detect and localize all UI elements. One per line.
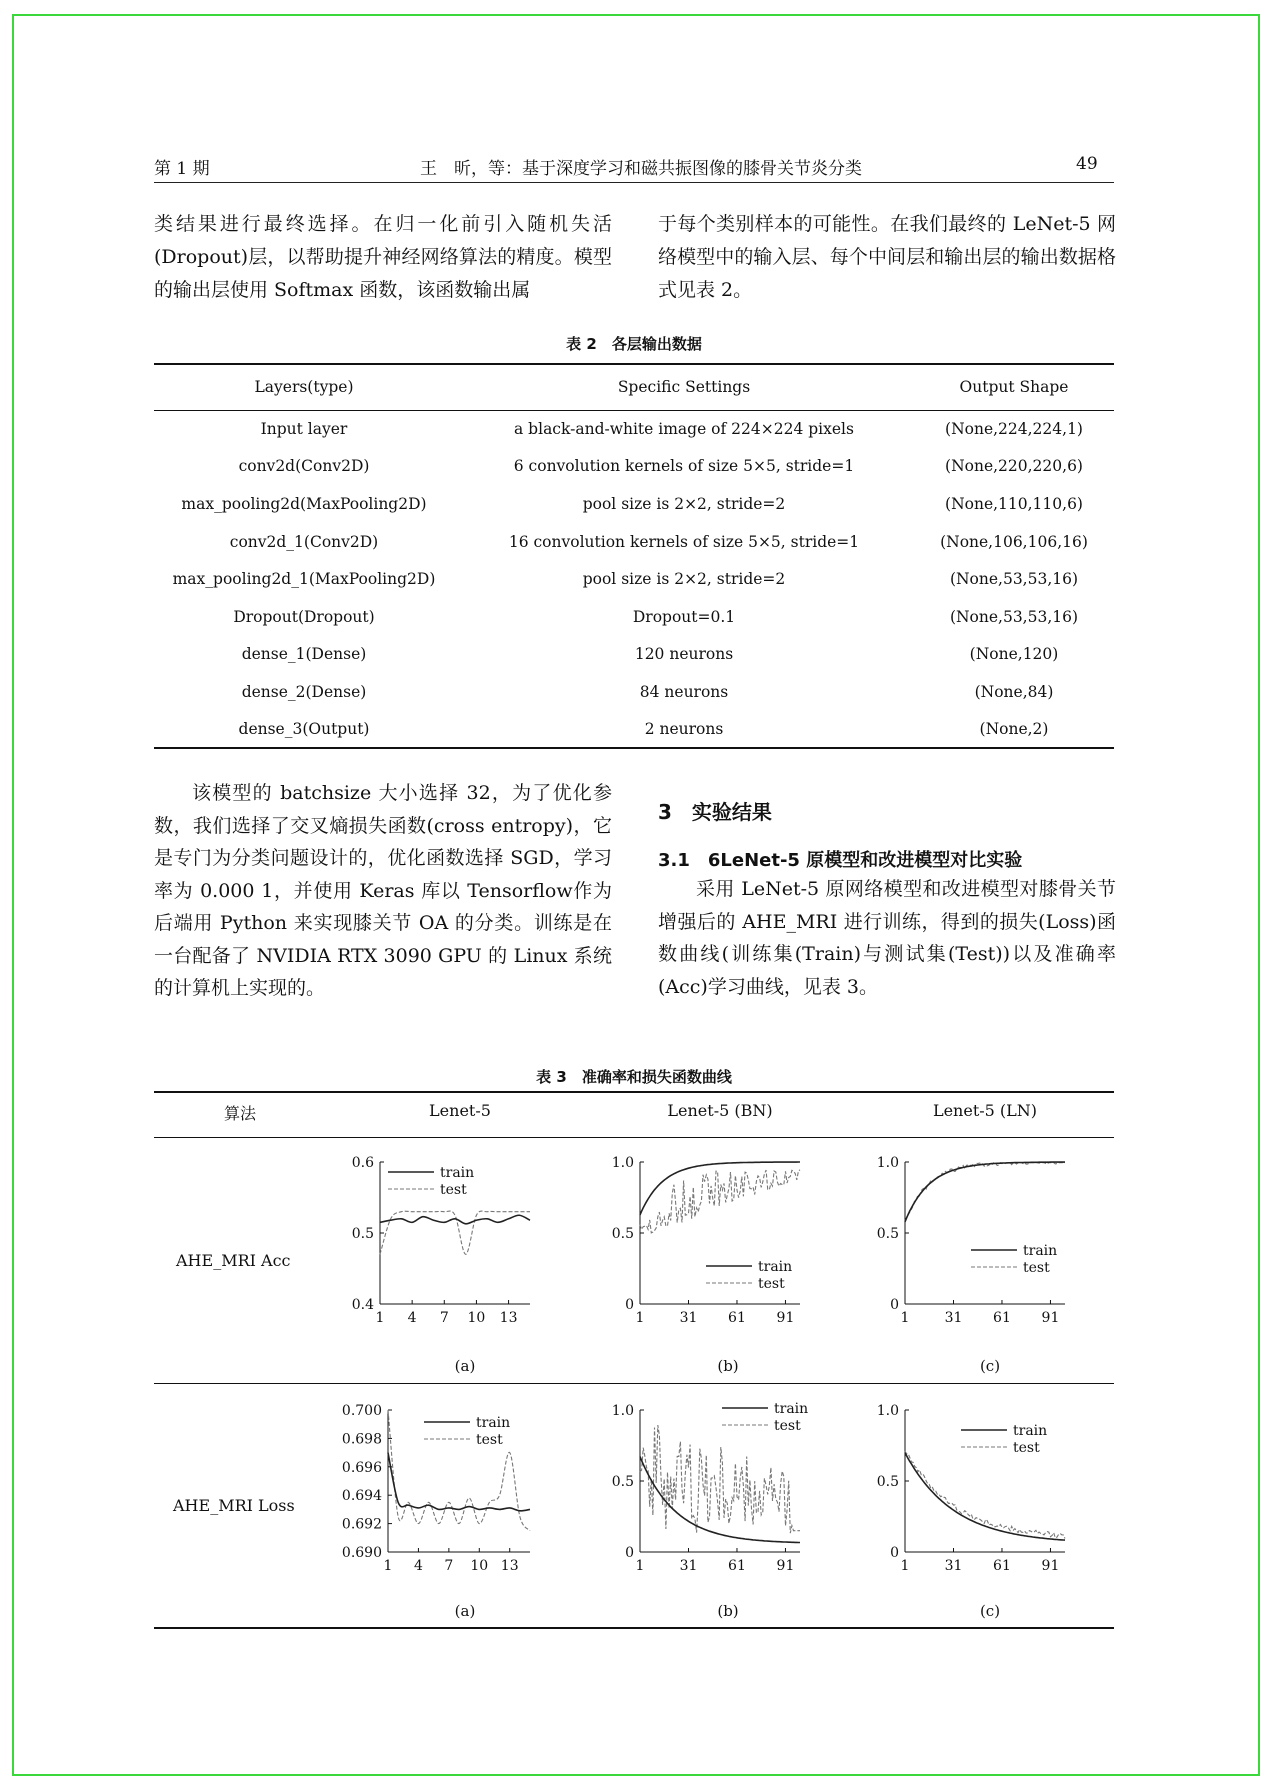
table2-col-layers: Layers(type) — [154, 364, 454, 410]
series-line-train — [640, 1457, 800, 1543]
x-tick-label: 13 — [499, 1310, 518, 1326]
table3-col-lenet5-bn: Lenet-5 (BN) — [667, 1101, 773, 1120]
body-left-paragraph: 该模型的 batchsize 大小选择 32，为了优化参数，我们选择了交叉熵损失函数(cross entropy)，它是专门为分类问题设计的，优化函数选择 SGD，学习率为 0.000 1，并使用 Keras 库以 Tensorflow作为后端用 Python 来实现膝关节 OA 的分类。训练是在一台配备了 NVIDIA RTX 3090 GPU 的 Linux 系统的计算机上实现的。 — [154, 782, 612, 999]
x-tick-label: 1 — [635, 1558, 645, 1574]
table2-cell-shape: (None,53,53,16) — [949, 607, 1079, 626]
table2-cell-setting: Dropout=0.1 — [632, 607, 736, 626]
table2-cell-setting: 2 neurons — [454, 711, 914, 749]
table2-cell-layer: Dropout(Dropout) — [233, 607, 375, 626]
y-tick-label: 0.690 — [341, 1545, 382, 1561]
series-line-train — [905, 1453, 1065, 1540]
series-line-train — [905, 1162, 1065, 1222]
table2-cell-setting: pool size is 2×2, stride=2 — [582, 570, 786, 589]
chart-acc-lenet5-bn — [610, 1155, 810, 1338]
table2-cell-shape: (None,120) — [969, 645, 1059, 664]
row-label-acc: AHE_MRI Acc — [176, 1251, 291, 1270]
y-tick-label: 0.692 — [341, 1516, 382, 1533]
sublabel-loss-b: (b) — [717, 1602, 739, 1620]
y-tick-label: 0.5 — [351, 1226, 374, 1242]
x-tick-label: 61 — [993, 1558, 1011, 1574]
table2-cell-layer: dense_1(Dense) — [241, 645, 367, 664]
table2-cell-setting: a black-and-white image of 224×224 pixels — [514, 420, 854, 439]
table2-cell-layer: max_pooling2d_1(MaxPooling2D) — [172, 570, 436, 589]
table2-cell-shape: (None,220,220,6) — [945, 457, 1083, 476]
y-tick-label: 0.696 — [341, 1459, 382, 1476]
x-tick-label: 7 — [439, 1310, 449, 1326]
table2-cell-shape: (None,2) — [914, 711, 1114, 749]
y-tick-label: 0.4 — [351, 1297, 374, 1313]
legend-label-train: train — [476, 1415, 511, 1431]
x-tick-label: 1 — [635, 1310, 645, 1326]
table3-bottom-rule — [154, 1627, 1114, 1629]
table2-cell-setting: pool size is 2×2, stride=2 — [582, 494, 786, 513]
table2-cell-layer: conv2d_1(Conv2D) — [229, 532, 379, 551]
x-tick-label: 1 — [375, 1310, 385, 1326]
table3-caption: 表 3 准确率和损失函数曲线 — [536, 1068, 732, 1086]
table2-cell-layer: dense_3(Output) — [154, 711, 454, 749]
y-tick-label: 0 — [625, 1297, 634, 1313]
table2-cell-layer: dense_2(Dense) — [241, 682, 367, 701]
y-tick-label: 0.5 — [876, 1474, 899, 1490]
table2-row — [154, 410, 1114, 448]
series-line-train — [380, 1215, 530, 1224]
table2-row — [154, 485, 1114, 523]
table2-header-row — [154, 364, 1114, 410]
legend-label-test: test — [774, 1418, 801, 1434]
x-tick-label: 91 — [776, 1310, 795, 1326]
table2-cell-setting: 16 convolution kernels of size 5×5, stride=1 — [508, 532, 860, 551]
y-tick-label: 1.0 — [876, 1403, 899, 1419]
table3-top-rule — [154, 1091, 1114, 1093]
y-tick-label: 1.0 — [611, 1403, 634, 1419]
x-tick-label: 31 — [944, 1558, 963, 1574]
subsection-heading: 3.1 6LeNet-5 原模型和改进模型对比实验 — [658, 850, 1023, 871]
x-tick-label: 91 — [1041, 1558, 1060, 1574]
table2-col-output: Output Shape — [914, 364, 1114, 410]
chart-acc-lenet5-ln — [875, 1155, 1075, 1338]
table2-cell-shape: (None,224,224,1) — [945, 420, 1083, 439]
x-tick-label: 10 — [467, 1310, 486, 1326]
sublabel-loss-a: (a) — [454, 1602, 476, 1620]
x-tick-label: 4 — [407, 1310, 417, 1326]
legend-label-train: train — [758, 1259, 793, 1275]
table2-cell-setting: 6 convolution kernels of size 5×5, stride=1 — [513, 457, 855, 476]
x-tick-label: 1 — [900, 1558, 910, 1574]
table2-col-settings: Specific Settings — [454, 364, 914, 410]
table3-middle-rule — [154, 1383, 1114, 1384]
y-tick-label: 1.0 — [611, 1155, 634, 1171]
x-tick-label: 61 — [728, 1558, 746, 1574]
x-tick-label: 1 — [383, 1558, 393, 1574]
table2-caption: 表 2 各层输出数据 — [566, 335, 702, 353]
y-tick-label: 0 — [890, 1545, 899, 1561]
intro-left-paragraph: 类结果进行最终选择。在归一化前引入随机失活(Dropout)层，以帮助提升神经网络算法的精度。模型的输出层使用 Softmax 函数，该函数输出属 — [154, 213, 612, 301]
x-tick-label: 91 — [776, 1558, 795, 1574]
x-tick-label: 7 — [444, 1558, 454, 1574]
legend-label-test: test — [440, 1182, 467, 1198]
header-rule — [154, 182, 1114, 183]
y-tick-label: 0.700 — [341, 1403, 382, 1419]
table2-cell-shape: (None,106,106,16) — [940, 532, 1088, 551]
y-tick-label: 0.694 — [341, 1488, 382, 1505]
sublabel-acc-b: (b) — [717, 1357, 739, 1375]
series-line-test — [640, 1425, 800, 1533]
row-label-loss: AHE_MRI Loss — [173, 1496, 295, 1515]
legend-label-test: test — [1013, 1440, 1040, 1456]
chart-loss-lenet5-ln — [875, 1400, 1075, 1580]
x-tick-label: 61 — [993, 1310, 1011, 1326]
x-tick-label: 31 — [679, 1310, 698, 1326]
section-heading: 3 实验结果 — [658, 800, 772, 824]
y-tick-label: 0.5 — [876, 1226, 899, 1242]
y-tick-label: 0 — [625, 1545, 634, 1561]
table2-cell-shape: (None,84) — [974, 682, 1054, 701]
legend-label-train: train — [774, 1401, 809, 1417]
table2 — [154, 363, 1114, 749]
legend-label-train: train — [440, 1165, 475, 1181]
sublabel-acc-c: (c) — [979, 1357, 1001, 1375]
y-tick-label: 0.698 — [341, 1431, 382, 1448]
table3-col-lenet5: Lenet-5 — [429, 1101, 491, 1120]
x-tick-label: 10 — [470, 1558, 489, 1574]
chart-loss-lenet5 — [340, 1400, 570, 1580]
legend-label-train: train — [1013, 1423, 1048, 1439]
header-title: 王 昕，等：基于深度学习和磁共振图像的膝骨关节炎分类 — [420, 159, 862, 179]
table2-cell-setting: 120 neurons — [634, 645, 734, 664]
table2-row — [154, 560, 1114, 598]
x-tick-label: 4 — [413, 1558, 423, 1574]
table3-header-rule — [154, 1137, 1114, 1138]
table2-cell-layer: conv2d(Conv2D) — [238, 457, 370, 476]
table2-row — [154, 523, 1114, 561]
y-tick-label: 0.6 — [351, 1155, 374, 1171]
x-tick-label: 13 — [500, 1558, 519, 1574]
legend-label-train: train — [1023, 1243, 1058, 1259]
legend-label-test: test — [1023, 1260, 1050, 1276]
x-tick-label: 1 — [900, 1310, 910, 1326]
chart-acc-lenet5 — [340, 1155, 570, 1338]
table2-cell-layer: max_pooling2d(MaxPooling2D) — [181, 494, 427, 513]
table2-cell-layer: Input layer — [260, 420, 348, 439]
table2-cell-shape: (None,110,110,6) — [945, 494, 1083, 513]
series-line-test — [905, 1163, 1065, 1221]
sublabel-acc-a: (a) — [454, 1357, 476, 1375]
sublabel-loss-c: (c) — [979, 1602, 1001, 1620]
y-tick-label: 1.0 — [876, 1155, 899, 1171]
series-line-test — [380, 1211, 530, 1254]
table2-cell-setting: 84 neurons — [639, 682, 729, 701]
y-tick-label: 0.5 — [611, 1474, 634, 1490]
header-page-number: 49 — [1076, 154, 1098, 174]
series-line-train — [388, 1453, 530, 1511]
table2-row — [154, 711, 1114, 749]
x-tick-label: 61 — [728, 1310, 746, 1326]
y-tick-label: 0 — [890, 1297, 899, 1313]
legend-label-test: test — [476, 1432, 503, 1448]
table2-cell-shape: (None,53,53,16) — [949, 570, 1079, 589]
table2-row — [154, 598, 1114, 636]
legend-label-test: test — [758, 1276, 785, 1292]
section-paragraph: 采用 LeNet-5 原网络模型和改进模型对膝骨关节增强后的 AHE_MRI 进行训练，得到的损失(Loss)函数曲线(训练集(Train)与测试集(Test))以及准确率(Acc)学习曲线，见表 3。 — [658, 878, 1116, 998]
x-tick-label: 91 — [1041, 1310, 1060, 1326]
x-tick-label: 31 — [944, 1310, 963, 1326]
table2-row — [154, 673, 1114, 711]
table2-row — [154, 448, 1114, 486]
y-tick-label: 0.5 — [611, 1226, 634, 1242]
table2-row — [154, 636, 1114, 674]
intro-right-paragraph: 于每个类别样本的可能性。在我们最终的 LeNet-5 网络模型中的输入层、每个中间层和输出层的输出数据格式见表 2。 — [658, 213, 1116, 301]
x-tick-label: 31 — [679, 1558, 698, 1574]
header-issue: 第 1 期 — [154, 159, 210, 179]
chart-loss-lenet5-bn — [610, 1400, 810, 1580]
table3-col-lenet5-ln: Lenet-5 (LN) — [932, 1101, 1038, 1120]
table3-col-algorithm: 算法 — [223, 1104, 256, 1123]
